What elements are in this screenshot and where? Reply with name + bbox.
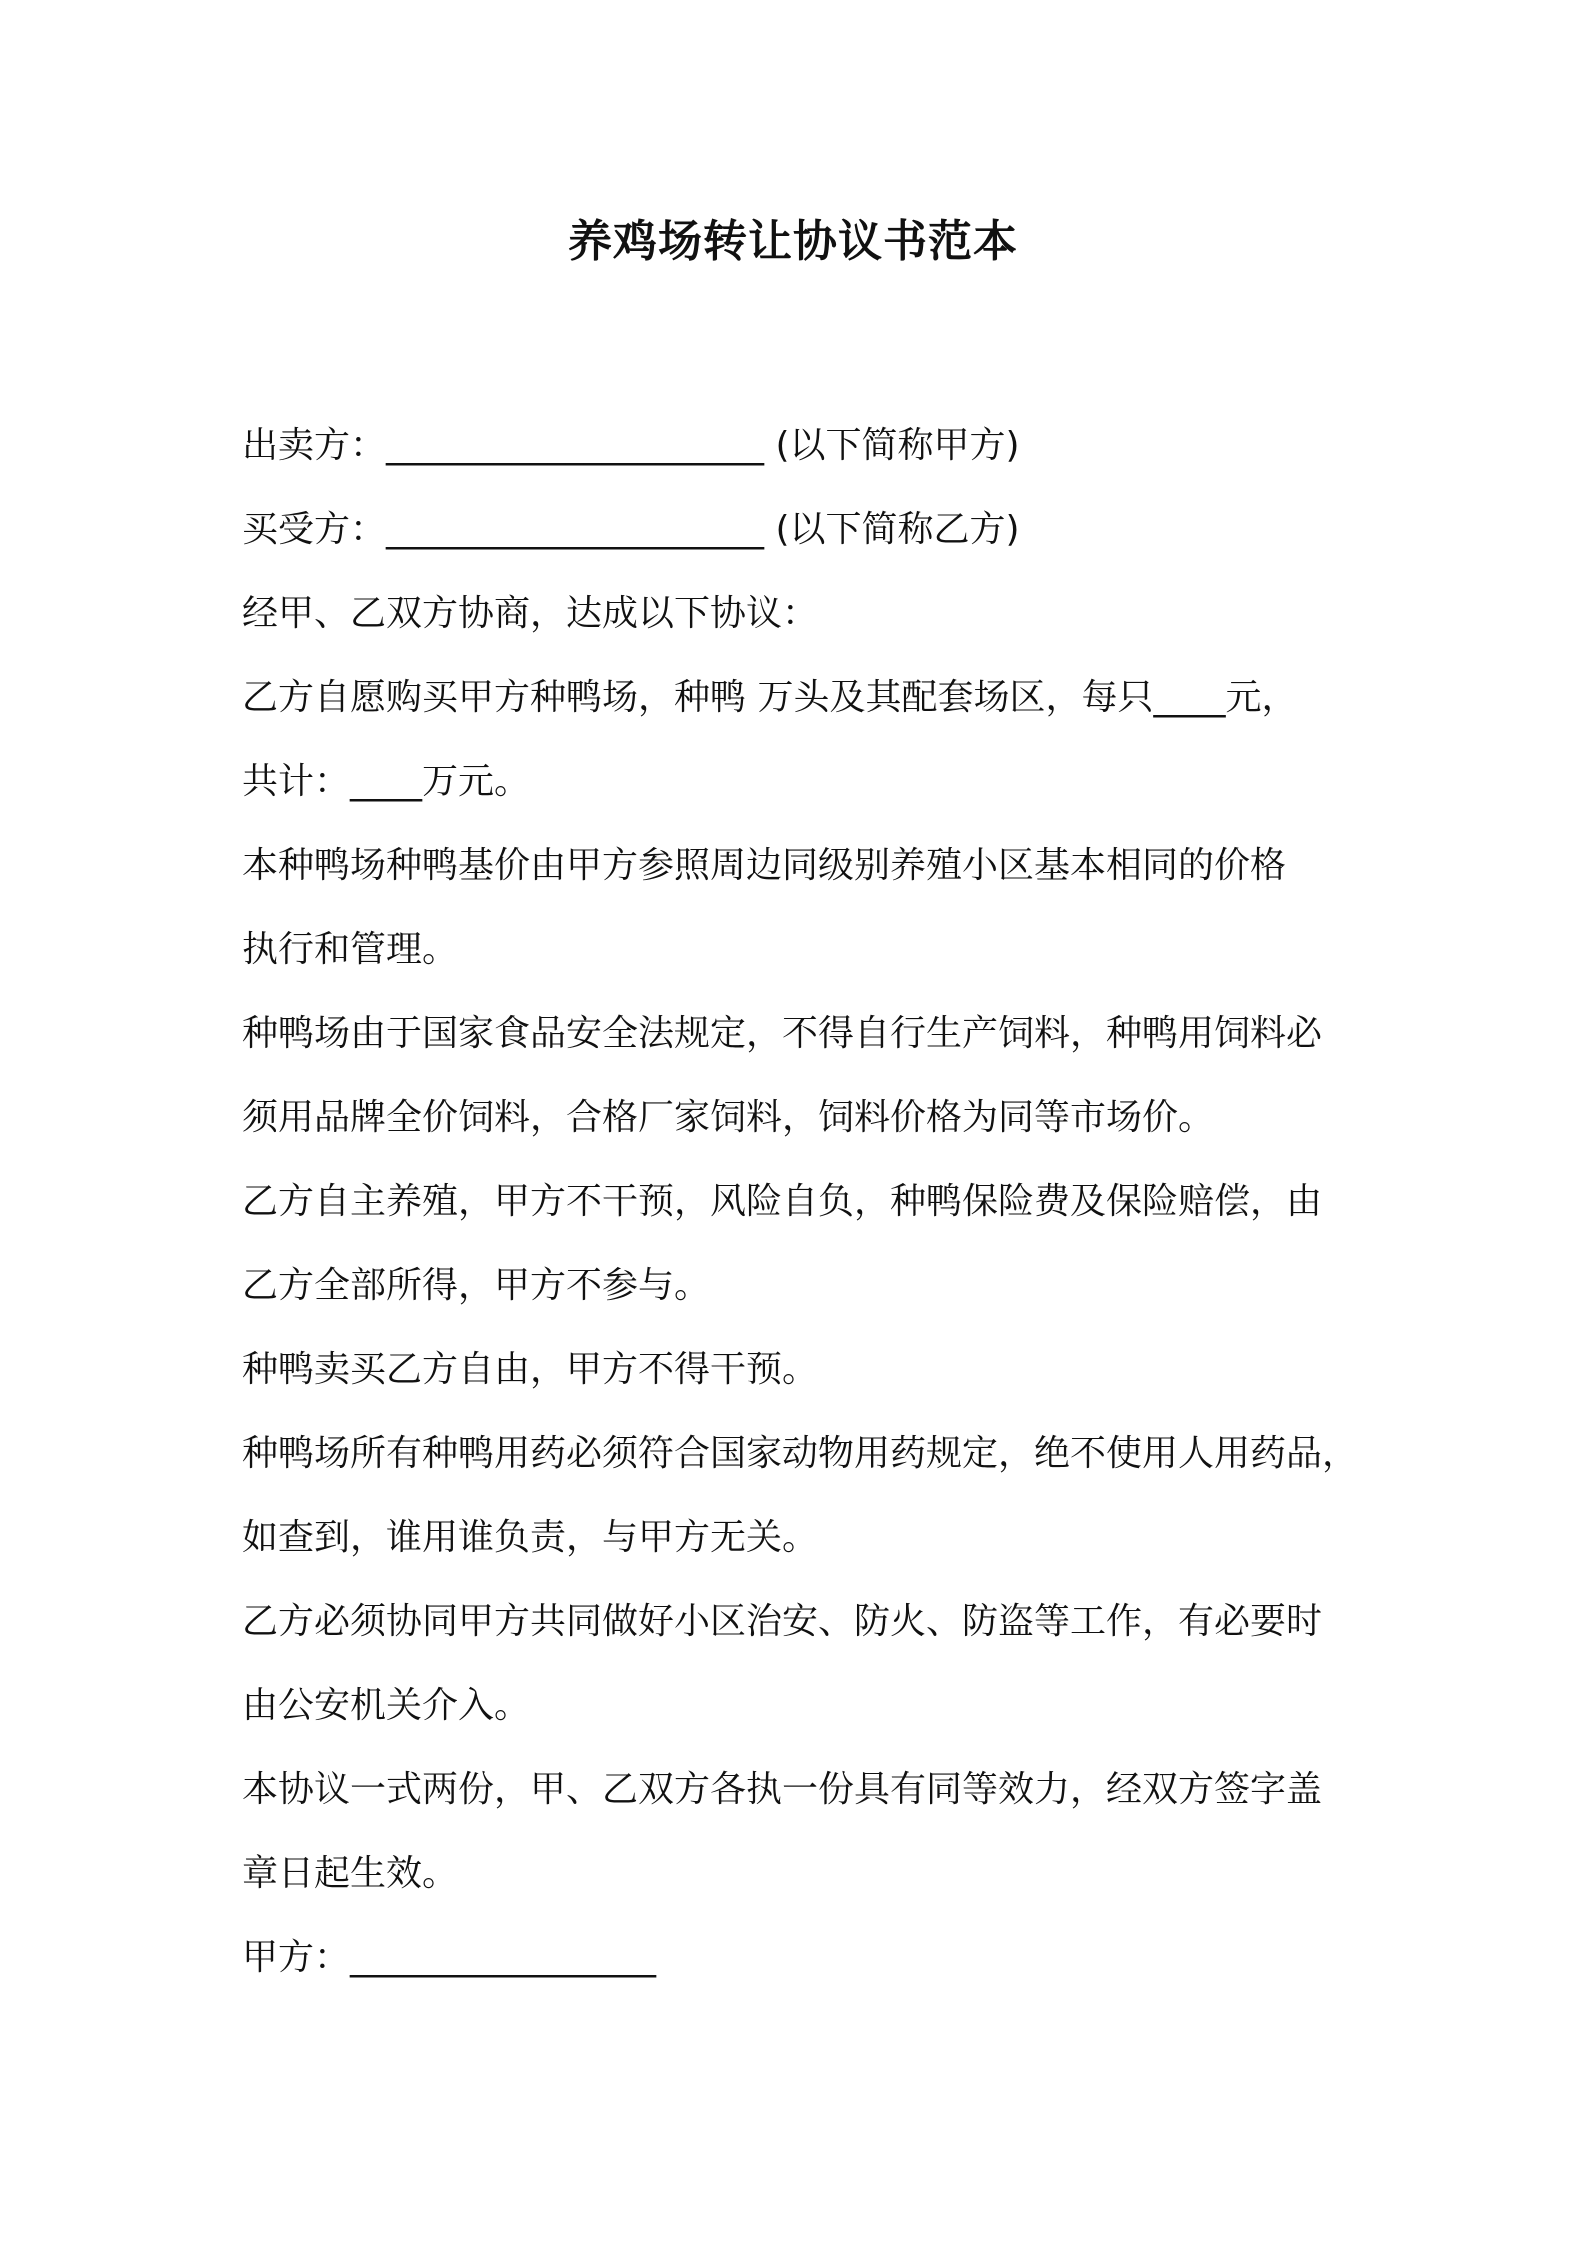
clause-line: 乙方自主养殖，甲方不干预，风险自负，种鸭保险费及保险赔偿，由 bbox=[242, 1181, 1323, 1222]
clause-line: 由公安机关介入。 bbox=[242, 1685, 531, 1726]
clause-line: 种鸭卖买乙方自由，甲方不得干预。 bbox=[242, 1349, 819, 1390]
clause-line: 乙方自愿购买甲方种鸭场，种鸭 万头及其配套场区，每只____元， bbox=[242, 677, 1298, 718]
buyer-line: 买受方：_____________________ (以下简称乙方) bbox=[242, 509, 1020, 550]
document-title: 养鸡场转让协议书范本 bbox=[568, 216, 1018, 267]
party-a-signature-line: 甲方：_________________ bbox=[242, 1937, 657, 1978]
clause-line: 乙方全部所得，甲方不参与。 bbox=[242, 1265, 711, 1306]
seller-line: 出卖方：_____________________ (以下简称甲方) bbox=[242, 425, 1020, 466]
clause-line: 须用品牌全价饲料，合格厂家饲料，饲料价格为同等市场价。 bbox=[242, 1097, 1215, 1138]
clause-line: 种鸭场由于国家食品安全法规定，不得自行生产饲料，种鸭用饲料必 bbox=[242, 1013, 1323, 1054]
clause-line: 本种鸭场种鸭基价由甲方参照周边同级别养殖小区基本相同的价格 bbox=[242, 845, 1287, 886]
document-body bbox=[242, 404, 1382, 2000]
clause-line: 共计：____万元。 bbox=[242, 761, 531, 802]
clause-line: 乙方必须协同甲方共同做好小区治安、防火、防盗等工作，有必要时 bbox=[242, 1601, 1323, 1642]
clause-line: 本协议一式两份，甲、乙双方各执一份具有同等效力，经双方签字盖 bbox=[242, 1769, 1323, 1810]
agreement-intro: 经甲、乙双方协商，达成以下协议： bbox=[242, 593, 819, 634]
clause-line: 执行和管理。 bbox=[242, 929, 459, 970]
clause-line: 如查到，谁用谁负责，与甲方无关。 bbox=[242, 1517, 819, 1558]
clause-line: 种鸭场所有种鸭用药必须符合国家动物用药规定，绝不使用人用药品， bbox=[242, 1433, 1359, 1474]
clause-line: 章日起生效。 bbox=[242, 1853, 459, 1894]
